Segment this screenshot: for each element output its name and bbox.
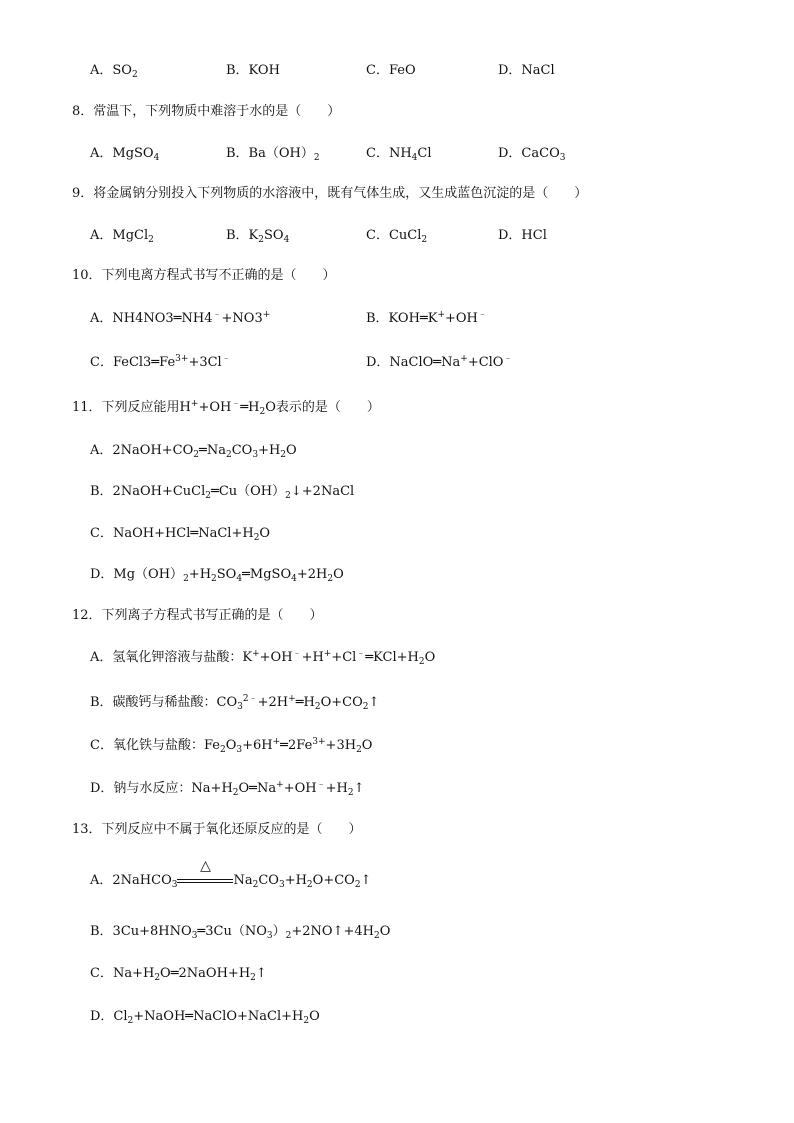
q10-option-b: B．KOH═K++OH﹣ xyxy=(366,310,487,326)
q12-option-c: C．氧化铁与盐酸：$Fe_2O_3+6H^+═2Fe^{3+}+3H_2O$ xyxy=(90,737,373,755)
q13-option-d: D．$Cl_2+NaOH═NaClO+NaCl+H_2O$ xyxy=(90,1009,320,1026)
q13-option-b: B．$3Cu+8HNO_3═3Cu(NO_3)_2+2NO↑+4H_2O$ xyxy=(90,924,391,941)
q12-option-a: A．氢氧化钾溶液与盐酸：$K^++OH^﹣+H^++Cl^﹣═KCl+H_2O$ xyxy=(90,649,436,667)
q12-option-d: D．钠与水反应：$Na+H_2O═Na^++OH^﹣+H_2↑$ xyxy=(90,780,365,798)
q11-option-b: B．$2NaOH+CuCl_2═Cu(OH)_2↓+2NaCl$ xyxy=(90,484,355,501)
q9-option-a: A．MgCl$_2$ xyxy=(90,228,154,245)
q10-stem: 10．下列电离方程式书写不正确的是（ ） xyxy=(72,268,336,283)
q8-option-c: C．$NH_4Cl$ xyxy=(366,146,432,163)
q13-stem: 13．下列反应中不属于氧化还原反应的是（ ） xyxy=(72,822,362,837)
q11-option-c: C．$NaOH+HCl═NaCl+H_2O$ xyxy=(90,526,271,543)
q12-stem: 12．下列离子方程式书写正确的是（ ） xyxy=(72,608,323,623)
q9-option-c: C．CuCl$_2$ xyxy=(366,228,428,245)
q7-option-a: A．$SO_2$ xyxy=(90,63,138,80)
q10-option-a: A．NH4NO3═NH4﹣+NO3+ xyxy=(90,310,271,326)
q8-option-d: D．CaCO$_3$ xyxy=(498,146,566,163)
q11-option-a: A．$2NaOH+CO_2═Na_2CO_3+H_2O$ xyxy=(90,443,297,460)
q9-stem: 9．将金属钠分别投入下列物质的水溶液中，既有气体生成，又生成蓝色沉淀的是（ ） xyxy=(72,186,588,201)
q13-option-c: C．$Na+H_2O═2NaOH+H_2↑$ xyxy=(90,966,267,983)
q9-option-d: D．HCl xyxy=(498,228,547,243)
q7-option-d: D．NaCl xyxy=(498,63,555,78)
q8-option-a: A．MgSO$_4$ xyxy=(90,146,160,163)
q7-option-b: B．KOH xyxy=(226,63,280,78)
q7-option-c: C．FeO xyxy=(366,63,416,78)
heating-condition-sign: △ xyxy=(177,872,233,888)
q13-option-a: A．2NaHCO$_3$ △ $Na_2CO_3+H_2O+CO_2↑$ xyxy=(90,858,372,890)
q12-option-b: B．碳酸钙与稀盐酸：$CO_3^{2﹣}+2H^+═H_2O+CO_2↑$ xyxy=(90,694,380,712)
q8-option-b: B．$Ba(OH)_2$ xyxy=(226,146,320,163)
q10-option-c: C．$FeCl3═Fe^{3+}+3Cl^﹣$ xyxy=(90,354,231,370)
q8-stem: 8．常温下，下列物质中难溶于水的是（ ） xyxy=(72,104,341,119)
q9-option-b: B．$K_2SO_4$ xyxy=(226,228,290,245)
q11-option-d: D．$Mg(OH)_2+H_2SO_4═MgSO_4+2H_2O$ xyxy=(90,567,344,584)
q10-option-d: D．NaClO═Na++ClO﹣ xyxy=(366,354,513,370)
q11-stem: 11．下列反应能用$H^++OH^﹣═H_2O$表示的是（ ） xyxy=(72,399,380,417)
